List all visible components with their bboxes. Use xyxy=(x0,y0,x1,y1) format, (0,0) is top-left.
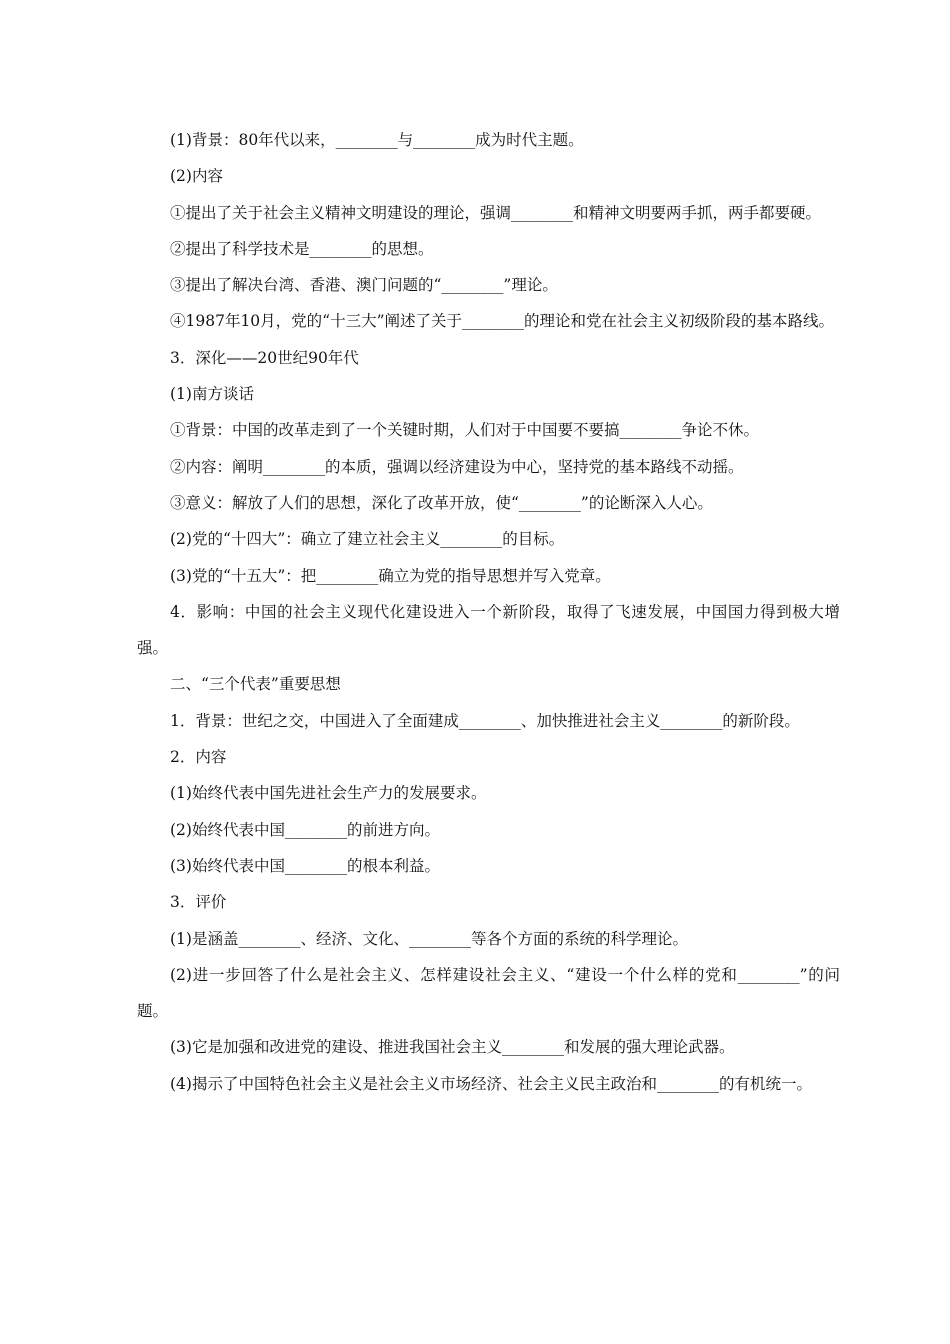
paragraph: 1．背景：世纪之交，中国进入了全面建成________、加快推进社会主义________的新阶段。 xyxy=(170,711,800,730)
paragraph: (3)党的“十五大”：把________确立为党的指导思想并写入党章。 xyxy=(170,566,611,585)
paragraph: ②内容：阐明________的本质，强调以经济建设为中心，坚持党的基本路线不动摇。 xyxy=(170,457,744,476)
paragraph: (2)内容 xyxy=(170,167,223,186)
paragraph: ④1987年10月，党的“十三大”阐述了关于________的理论和党在社会主义初级阶段的基本路线。 xyxy=(170,312,835,331)
section-heading: 2．内容 xyxy=(170,748,227,767)
paragraph: (1)是涵盖________、经济、文化、________等各个方面的系统的科学理论。 xyxy=(170,929,688,948)
section-heading: 二、“三个代表”重要思想 xyxy=(170,675,341,694)
section-heading: 3．评价 xyxy=(170,893,227,912)
paragraph: (1)始终代表中国先进社会生产力的发展要求。 xyxy=(170,784,487,803)
paragraph: (3)它是加强和改进党的建设、推进我国社会主义________和发展的强大理论武器。 xyxy=(170,1038,735,1057)
paragraph: ③提出了解决台湾、香港、澳门问题的“________”理论。 xyxy=(170,276,558,295)
paragraph: (2)始终代表中国________的前进方向。 xyxy=(170,820,440,839)
paragraph: 4．影响：中国的社会主义现代化建设进入一个新阶段，取得了飞速发展，中国国力得到极大增强。 xyxy=(137,602,840,658)
paragraph: ③意义：解放了人们的思想，深化了改革开放，使“________”的论断深入人心。 xyxy=(170,493,713,512)
section-heading: 3．深化——20世纪90年代 xyxy=(170,348,359,367)
paragraph: (3)始终代表中国________的根本利益。 xyxy=(170,856,440,875)
paragraph: (1)背景：80年代以来，________与________成为时代主题。 xyxy=(170,131,584,149)
paragraph: (4)揭示了中国特色社会主义是社会主义市场经济、社会主义民主政治和________的有机统一。 xyxy=(170,1074,812,1093)
paragraph: ①提出了关于社会主义精神文明建设的理论，强调________和精神文明要两手抓，两手都要硬。 xyxy=(170,203,822,222)
paragraph: ①背景：中国的改革走到了一个关键时期，人们对于中国要不要搞________争论不休。 xyxy=(170,421,760,440)
document-body xyxy=(137,122,840,1102)
paragraph: (2)党的“十四大”：确立了建立社会主义________的目标。 xyxy=(170,530,565,549)
paragraph: (2)进一步回答了什么是社会主义、怎样建设社会主义、“建设一个什么样的党和________”的问题。 xyxy=(137,965,840,1021)
paragraph: ②提出了科学技术是________的思想。 xyxy=(170,239,434,258)
paragraph: (1)南方谈话 xyxy=(170,385,254,404)
